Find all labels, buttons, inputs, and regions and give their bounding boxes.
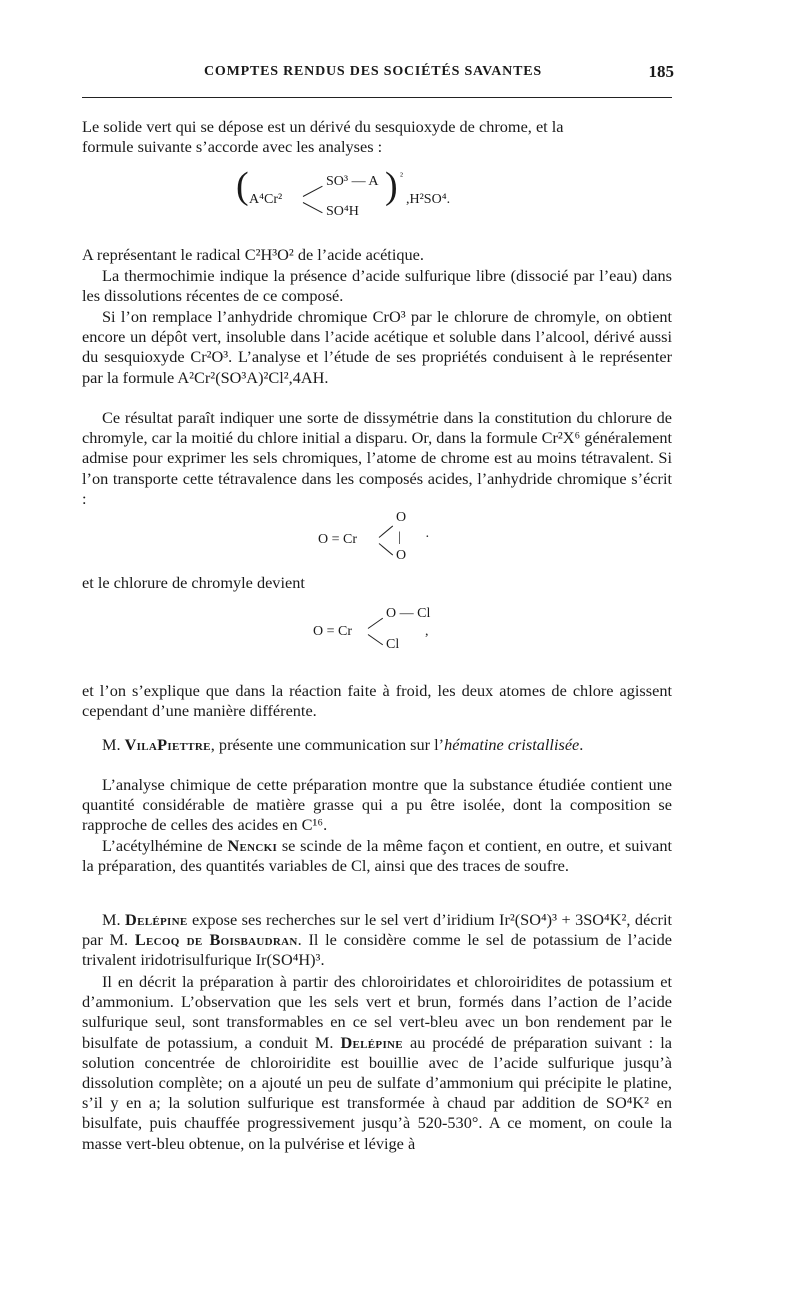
structure-2-upper-bond (368, 618, 383, 629)
structure-1-single-bond: | (398, 530, 401, 545)
formula-lower-bond (303, 202, 323, 213)
paragraph-dissymetrie: Ce résultat paraît indiquer une sorte de dissymétrie dans la constitution du chlorure de chromyle, car la moitié du chlore initial a disparu. Or, dans la formule Cr²X⁶ généralement admise pour exprimer les sels chromiques, l’atome de chrome est au moins tétravalent. Si l’on transporte cette tétravalence dans les composés acides, l’anhydride chromique s’écrit : (82, 408, 672, 508)
paragraph-preparation: Il en décrit la préparation à partir des chloroiridates et chloroiridites de potassium et d’ammonium. L’observation que les sels vert et brun, formés dans l’action de l’acide sulfurique seul, sont transformables en ce sel vert-bleu avec un bon rendement par le bisulfate de potassium, a conduit M. Delépine au procédé de préparation suivant : la solution concentrée de chloroiridite est bouillie avec de l’acide sulfurique jusqu’à dissolution complète; on a ajouté un peu de sulfate d’ammonium qui précipite le platine, s’il y en a; la solution sulfurique est transformée à chaud par addition de SO⁴K² en bisulfate, puis chauffée progressivement jusqu’à 520-530°. A ce moment, on coule la masse vert-bleu obtenue, on la pulvérise et lévige à (82, 972, 672, 1153)
author-delepine-2: Delépine (340, 1032, 403, 1052)
author-nencki: Nencki (227, 836, 278, 855)
paragraph-radical: A représentant le radical C²H³O² de l’acide acétique. (82, 245, 424, 264)
intro-line-1: Le solide vert qui se dépose est un dérivé du sesquioxyde de chrome, et la (82, 117, 564, 136)
structure-1-upper-bond (379, 526, 393, 538)
structure-2-lower: Cl (386, 637, 400, 652)
formula-power: ² (400, 171, 403, 182)
structure-1-left: O = Cr (318, 532, 358, 547)
author-vila: Vila (124, 735, 158, 754)
formula-sesquioxyde-derivative (236, 165, 516, 226)
paragraph-chlorure-devient: et le chlorure de chromyle devient (82, 573, 305, 592)
formula-suffix: ,H²SO⁴. (406, 192, 451, 207)
page-header (82, 62, 672, 84)
structure-2-upper: O — Cl (386, 606, 431, 621)
formula-lower-branch: SO⁴H (326, 204, 359, 219)
running-title: COMPTES RENDUS DES SOCIÉTÉS SAVANTES (204, 64, 542, 79)
author-delepine: Delépine (125, 910, 188, 929)
structure-1-top-oxygen: O (396, 510, 407, 525)
formula-left-group: A⁴Cr² (249, 192, 283, 207)
paragraph-analyse: L’analyse chimique de cette préparation montre que la substance étudiée contient une quantité considérable de matière grasse qui a pu être isolée, dont la composition se rapproche de celles des acides en C¹⁶. (82, 775, 672, 835)
structure-anhydride-chromique (318, 510, 448, 568)
structure-1-lower-bond (379, 543, 393, 555)
paragraph-delepine-iridium: M. Delépine expose ses recherches sur le sel vert d’iridium Ir²(SO⁴)³ + 3SO⁴K², décrit par M. Lecoq de Boisbaudran. Il le considère comme le sel de potassium de l’acide trivalent iridotrisulfurique Ir(SO⁴H)³. (82, 910, 672, 970)
page-number: 185 (648, 62, 674, 81)
author-piettre: Piettre (157, 735, 211, 754)
paragraph-vila: M. VilaPiettre, présente une communication sur l’hématine cristallisée. (102, 735, 584, 754)
structure-1-dot: · (425, 530, 430, 545)
structure-1-bottom-oxygen: O (396, 548, 407, 563)
paragraph-chromyle: Si l’on remplace l’anhydride chromique CrO³ par le chlorure de chromyle, on obtient encore un dépôt vert, insoluble dans l’acide acétique et soluble dans l’alcool, dérivé aussi du sesquioxyde Cr²O³. L’analyse et l’étude de ses propriétés conduisent à le représenter par la formule A²Cr²(SO³A)²Cl²,4AH. (82, 307, 672, 387)
formula-upper-bond (303, 186, 323, 197)
header-rule (82, 97, 672, 98)
communication-title: hématine cristallisée (444, 735, 580, 754)
structure-2-lower-bond (368, 634, 383, 645)
intro-line-2: formule suivante s’accorde avec les analyses : (82, 137, 383, 156)
structure-2-comma: , (425, 624, 429, 639)
structure-2-left: O = Cr (313, 624, 353, 639)
formula-close-paren: ) (385, 165, 398, 207)
formula-open-paren: ( (236, 165, 249, 207)
formula-upper-branch: SO³ — A (326, 174, 379, 189)
paragraph-thermochimie: La thermochimie indique la présence d’acide sulfurique libre (dissocié par l’eau) dans les dissolutions récentes de ce composé. (82, 266, 672, 306)
paragraph-acetylhemine: L’acétylhémine de Nencki se scinde de la même façon et contient, en outre, et suivant la préparation, des quantités variables de Cl, ainsi que des traces de soufre. (82, 836, 672, 876)
structure-chlorure-chromyle (313, 606, 443, 654)
author-lecoq: Lecoq de Boisbaudran (134, 930, 298, 950)
paragraph-reaction-froid: et l’on s’explique que dans la réaction faite à froid, les deux atomes de chlore agissent cependant d’une manière différente. (82, 681, 672, 721)
